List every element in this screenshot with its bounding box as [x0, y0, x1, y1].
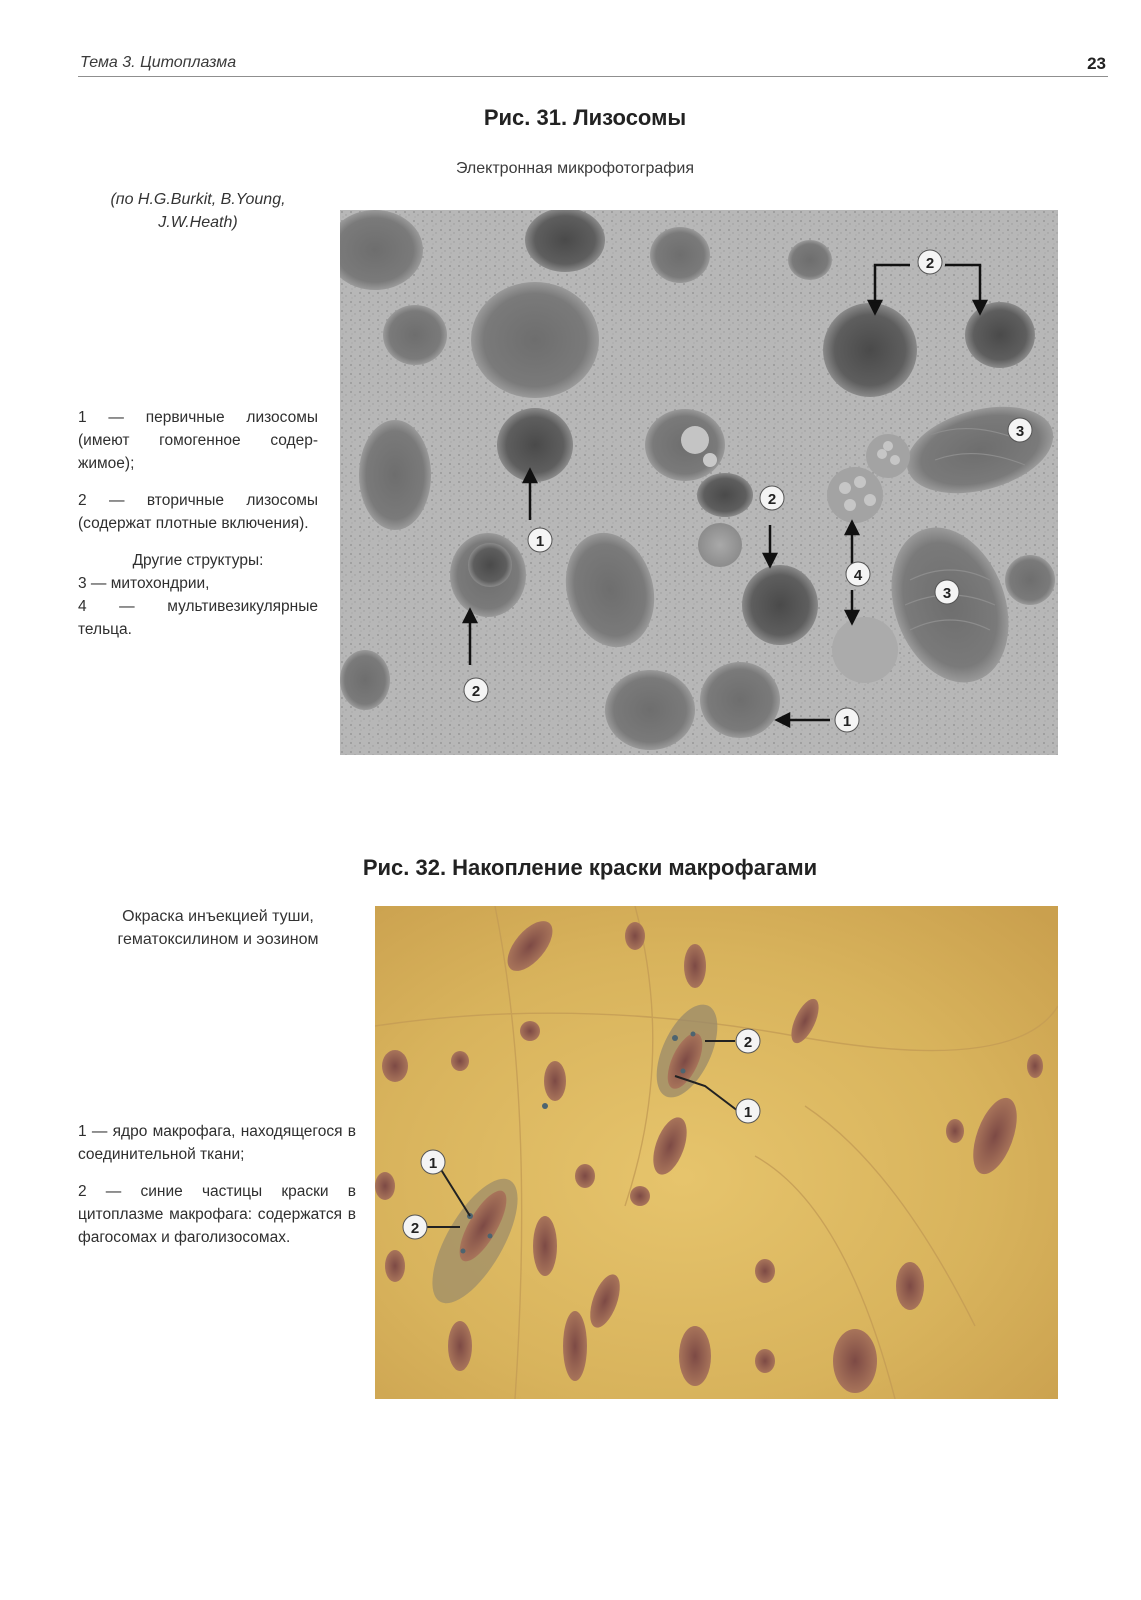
svg-text:1: 1	[535, 533, 545, 550]
marker-2c	[464, 678, 488, 702]
page-number: 23	[1087, 54, 1106, 73]
svg-text:3: 3	[942, 585, 952, 602]
svg-text:2: 2	[925, 255, 935, 272]
header-rule	[78, 76, 1108, 77]
marker-4	[846, 562, 870, 586]
marker-1b	[835, 708, 859, 732]
svg-text:1: 1	[743, 1104, 753, 1121]
figure-32-stain-note	[78, 905, 358, 951]
stain-line-2: гематоксилином и эозином	[117, 931, 319, 948]
legend-other-title: Другие структуры:	[132, 552, 264, 569]
fig32-marker-2a	[736, 1029, 760, 1053]
figure-32-title: Рис. 32. Накопление краски макрофагами	[362, 855, 818, 880]
svg-text:2: 2	[743, 1034, 753, 1051]
legend-item-1: 1 — первичные лизосомы (имеют гомогенное содержимое);	[78, 409, 318, 472]
stain-line-1: Окраска инъекцией туши,	[122, 908, 314, 925]
marker-1a	[528, 528, 552, 552]
svg-text:4: 4	[853, 567, 863, 584]
svg-text:2: 2	[471, 683, 481, 700]
running-head: Тема 3. Цитоплазма	[80, 54, 237, 71]
credit-line-2: J.W.Heath)	[158, 214, 238, 231]
legend-item-3: 3 — митохондрии,	[78, 575, 210, 592]
marker-2b	[760, 486, 784, 510]
fig32-marker-1a	[736, 1099, 760, 1123]
svg-text:1: 1	[842, 713, 852, 730]
credit-line-1: (по H.G.Burkit, B.Young,	[110, 191, 286, 208]
figure-31-credit	[78, 188, 318, 234]
fig32-marker-2b	[403, 1215, 427, 1239]
legend-item-2: 2 — вторичные лизосомы (содержат плотные включения).	[78, 492, 318, 532]
legend-item-1: 1 — ядро макрофага, находящегося в соединительной ткани;	[78, 1123, 356, 1163]
svg-text:3: 3	[1015, 423, 1025, 440]
electron-micrograph	[340, 210, 1058, 755]
svg-text:2: 2	[767, 491, 777, 508]
figure-32-legend	[78, 1120, 356, 1249]
marker-3a	[1008, 418, 1032, 442]
svg-text:2: 2	[410, 1220, 420, 1237]
svg-text:1: 1	[428, 1155, 438, 1172]
marker-3b	[935, 580, 959, 604]
light-micrograph	[375, 906, 1058, 1399]
figure-31-subtitle: Электронная микрофотография	[455, 160, 695, 177]
figure-31-legend	[78, 406, 318, 641]
figure-31-title: Рис. 31. Лизосомы	[483, 105, 687, 130]
fig32-marker-1b	[421, 1150, 445, 1174]
marker-2a	[918, 250, 942, 274]
legend-item-4: 4 — мультивезикулярные тельца.	[78, 598, 318, 638]
legend-item-2: 2 — синие частицы краски в цитоплазме макрофага: содержатся в фагосомах и фаголизосомах.	[78, 1183, 356, 1246]
